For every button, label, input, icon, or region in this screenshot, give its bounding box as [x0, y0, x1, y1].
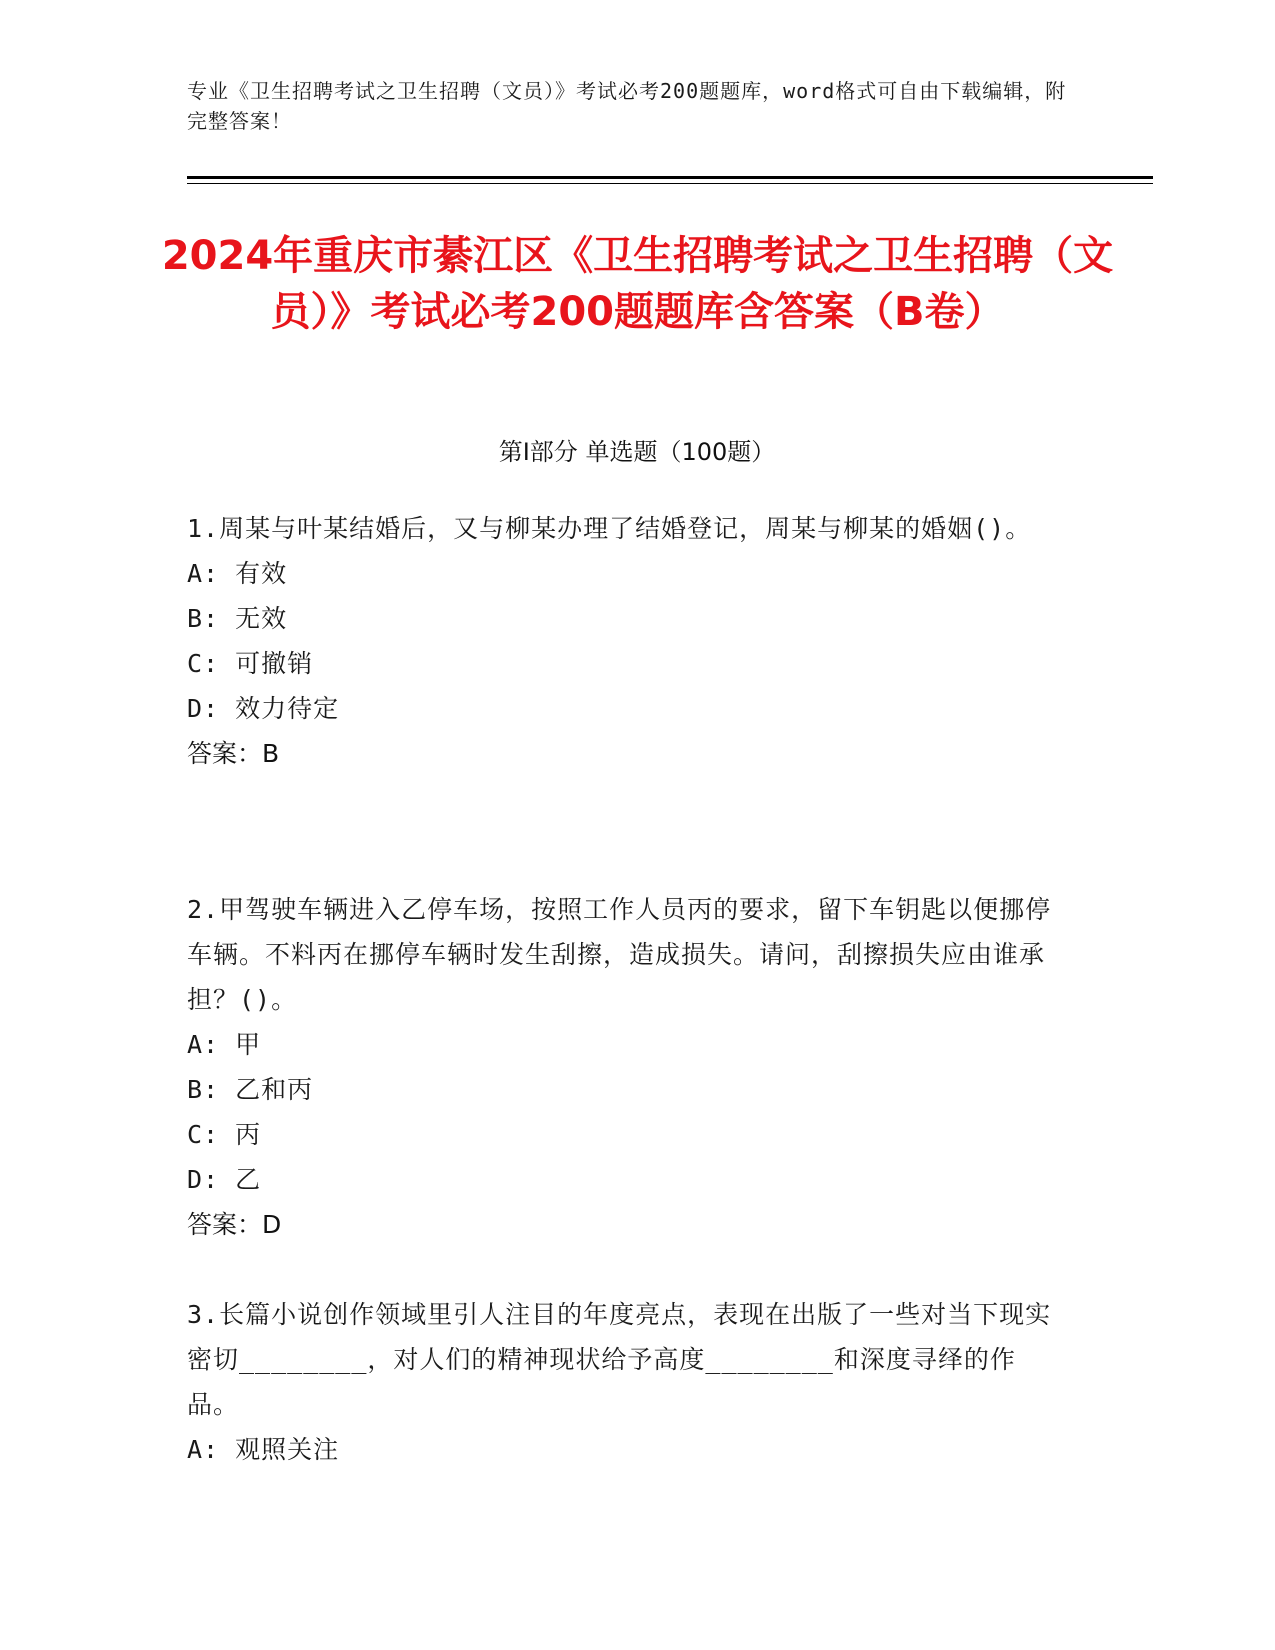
option-a: A: 有效 [187, 559, 288, 588]
header-divider-thick [187, 176, 1153, 179]
option-d: D: 乙 [187, 1165, 262, 1194]
option-b: B: 乙和丙 [187, 1075, 314, 1104]
option-a: A: 观照关注 [187, 1435, 340, 1464]
question-stem: 1.周某与叶某结婚后，又与柳某办理了结婚登记，周某与柳某的婚姻()。 [187, 514, 1032, 543]
document-intro: 专业《卫生招聘考试之卫生招聘（文员）》考试必考200题题库，word格式可自由下载编辑，附完整答案！ [187, 79, 1067, 133]
option-b: B: 无效 [187, 604, 288, 633]
question-3 [187, 1292, 1067, 1472]
answer: 答案：D [187, 1210, 282, 1239]
question-1 [187, 506, 1067, 776]
answer: 答案：B [187, 739, 280, 768]
question-2 [187, 887, 1067, 1247]
option-a: A: 甲 [187, 1030, 262, 1059]
document-title: 2024年重庆市綦江区《卫生招聘考试之卫生招聘（文员）》考试必考200题题库含答案（B卷） [161, 233, 1114, 335]
section-title: 第Ⅰ部分 单选题（100题） [498, 438, 776, 466]
header-divider-thin [187, 183, 1153, 184]
option-c: C: 丙 [187, 1120, 262, 1149]
question-stem: 3.长篇小说创作领域里引人注目的年度亮点，表现在出版了一些对当下现实密切________，对人们的精神现状给予高度________和深度寻绎的作品。 [187, 1300, 1052, 1419]
option-d: D: 效力待定 [187, 694, 340, 723]
question-stem: 2.甲驾驶车辆进入乙停车场，按照工作人员丙的要求，留下车钥匙以便挪停车辆。不料丙在挪停车辆时发生刮擦，造成损失。请问，刮擦损失应由谁承担？()。 [187, 895, 1052, 1014]
option-c: C: 可撤销 [187, 649, 314, 678]
